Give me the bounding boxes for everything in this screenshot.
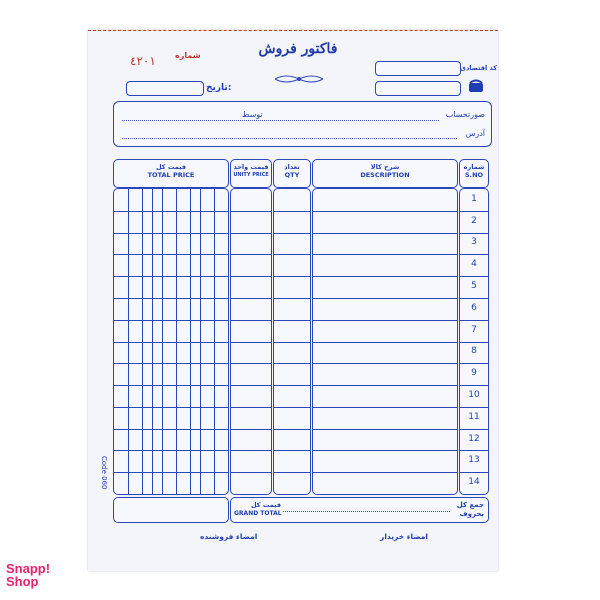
header-unit-price [230,159,272,188]
brand-line-2: Shop [6,574,39,589]
address-label: آدرس [465,129,485,138]
phone-icon [468,79,484,93]
row-divider [231,342,271,343]
row-divider [313,342,457,343]
row-number: 14 [468,477,480,488]
invoice-title: فاکتور فروش [258,41,338,57]
row-divider [460,342,488,343]
row-number: 10 [468,389,480,400]
desc-en: DESCRIPTION [360,171,410,179]
row-divider [460,233,488,234]
row-divider [313,429,457,430]
row-divider [114,298,228,299]
row-divider [460,276,488,277]
row-divider [114,429,228,430]
total-price-column[interactable] [113,188,229,495]
qty-fa: تعداد [284,163,300,171]
row-divider [460,298,488,299]
row-divider [460,385,488,386]
row-divider [313,320,457,321]
row-divider [114,342,228,343]
row-divider [114,211,228,212]
serial-label: شماره [175,51,201,60]
by-label: توسط [242,110,263,119]
row-divider [114,320,228,321]
grand-total-amount[interactable] [113,497,229,523]
economic-code-label: کد اقتصادی [460,64,498,72]
row-divider [460,211,488,212]
row-divider [313,298,457,299]
row-divider [313,254,457,255]
row-number: 8 [471,346,477,357]
row-divider [313,233,457,234]
header-total-price [113,159,229,188]
serial-number: ٤٢٠١ [130,54,156,68]
seller-signature: امضاء فروشنده [200,532,258,541]
row-number: 4 [471,259,477,270]
row-divider [274,233,310,234]
row-divider [274,254,310,255]
form-code: Code 060 [100,456,108,490]
row-divider [313,450,457,451]
in-words-label-2: بحروف [459,510,484,518]
row-divider [313,472,457,473]
row-divider [231,254,271,255]
qty-en: QTY [284,171,300,179]
row-number: 3 [471,237,477,248]
row-divider [274,472,310,473]
qty-column[interactable] [273,188,311,495]
grand-total-en: GRAND TOTAL [234,510,282,517]
row-number: 1 [471,193,477,204]
row-number: 11 [468,411,480,422]
total-price-fa: قیمت کل [156,163,186,171]
row-divider [274,363,310,364]
row-number: 12 [468,433,480,444]
row-divider [460,472,488,473]
row-divider [114,450,228,451]
row-divider [231,276,271,277]
account-line[interactable] [122,120,439,121]
row-number: 5 [471,281,477,292]
total-price-en: TOTAL PRICE [147,171,195,179]
row-divider [231,298,271,299]
brand-logo [6,562,50,588]
grand-total-fa: قیمت کل [251,501,281,509]
row-number: 7 [471,324,477,335]
date-field[interactable] [126,81,204,96]
customer-box [113,101,492,147]
row-number: 2 [471,215,477,226]
row-divider [274,320,310,321]
row-divider [231,320,271,321]
sno-fa: شماره [463,163,485,171]
row-divider [114,472,228,473]
row-divider [274,385,310,386]
row-divider [274,298,310,299]
row-divider [114,276,228,277]
row-divider [231,450,271,451]
row-divider [114,233,228,234]
row-divider [274,407,310,408]
unit-price-fa: قیمت واحد [233,163,269,171]
row-number: 13 [468,455,480,466]
row-divider [313,363,457,364]
row-divider [460,363,488,364]
ornament-icon [273,73,325,85]
row-divider [313,407,457,408]
row-divider [460,407,488,408]
row-number: 6 [471,302,477,313]
header-qty [273,159,311,188]
row-divider [114,254,228,255]
header-description [312,159,458,188]
row-divider [274,450,310,451]
in-words-label-1: جمع کل [456,501,484,509]
row-divider [313,385,457,386]
row-divider [460,320,488,321]
row-divider [460,429,488,430]
sno-en: S.NO [464,171,484,179]
row-divider [114,407,228,408]
row-divider [460,254,488,255]
row-divider [231,429,271,430]
invoice-sheet [88,30,498,571]
row-divider [231,211,271,212]
description-column[interactable] [312,188,458,495]
row-divider [231,472,271,473]
row-divider [114,385,228,386]
row-divider [231,385,271,386]
unit-price-column[interactable] [230,188,272,495]
row-divider [274,276,310,277]
unit-price-en: UNITY PRICE [233,172,269,178]
buyer-signature: امضاء خریدار [380,532,428,541]
phone-field[interactable] [375,81,461,96]
row-divider [274,429,310,430]
grand-total-words [230,497,489,523]
sno-column [459,188,489,495]
account-label: صورتحساب [445,110,485,119]
row-divider [274,211,310,212]
row-divider [231,233,271,234]
desc-fa: شرح کالا [370,163,400,171]
row-divider [231,363,271,364]
brand-line-1: Snapp! [6,561,51,576]
row-number: 9 [471,368,477,379]
row-divider [313,276,457,277]
in-words-line[interactable] [283,511,450,512]
row-divider [313,211,457,212]
economic-code-field[interactable] [375,61,461,76]
row-divider [114,363,228,364]
address-line[interactable] [122,138,457,139]
header-sno [459,159,489,188]
row-divider [274,342,310,343]
row-divider [231,407,271,408]
date-label: تاریخ: [206,83,232,93]
row-divider [460,450,488,451]
